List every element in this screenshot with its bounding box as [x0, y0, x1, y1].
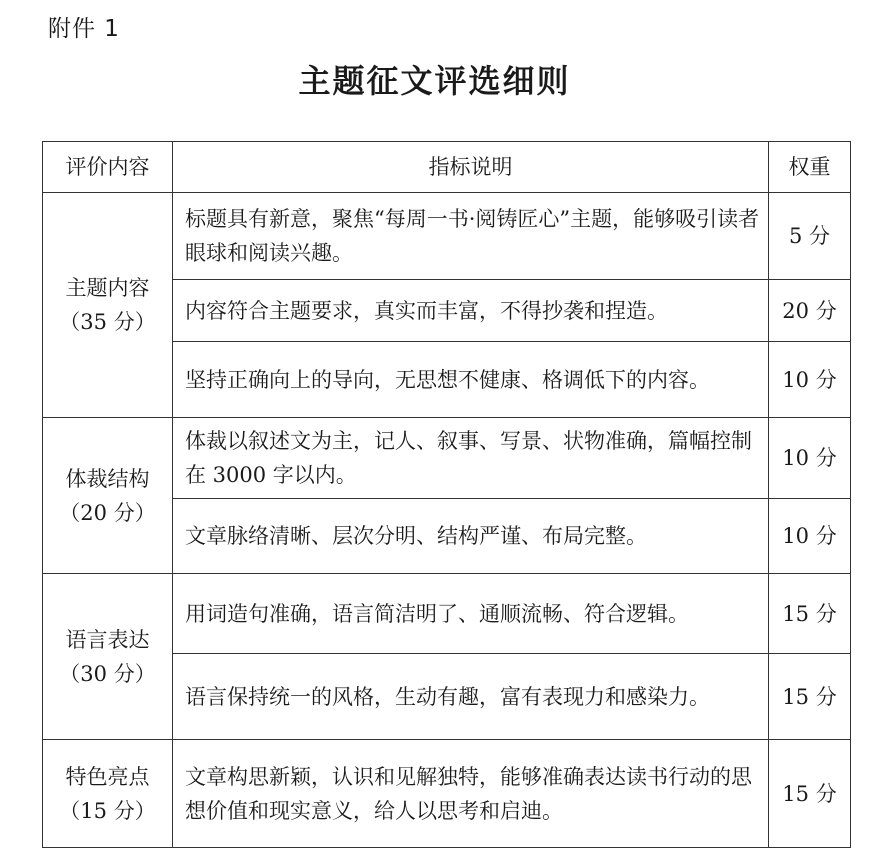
- criterion-weight: 10 分: [769, 418, 851, 499]
- criterion-weight: 5 分: [769, 193, 851, 280]
- criterion-weight: 10 分: [769, 499, 851, 574]
- category-score: （35 分）: [59, 310, 156, 334]
- category-name: 主题内容: [65, 276, 150, 300]
- category-cell: [43, 193, 173, 418]
- category-score: （30 分）: [59, 661, 156, 686]
- category-cell: [43, 574, 173, 740]
- table-row: [43, 574, 851, 654]
- document-title: 主题征文评选细则: [298, 62, 571, 100]
- category-name: 特色亮点: [65, 764, 150, 789]
- header-row: [43, 142, 851, 193]
- criterion-description: 用词造句准确，语言简洁明了、通顺流畅、符合逻辑。: [173, 574, 769, 654]
- criterion-weight: 10 分: [769, 342, 851, 418]
- table-row: [43, 740, 851, 848]
- table-row: [43, 193, 851, 280]
- criterion-description: 体裁以叙述文为主，记人、叙事、写景、状物准确，篇幅控制在 3000 字以内。: [173, 418, 769, 499]
- criterion-description: 文章脉络清晰、层次分明、结构严谨、布局完整。: [173, 499, 769, 574]
- attachment-label: 附件 1: [48, 16, 120, 42]
- category-score: （15 分）: [59, 798, 156, 823]
- category-name: 语言表达: [65, 627, 150, 652]
- criterion-description: 文章构思新颖，认识和见解独特，能够准确表达读书行动的思想价值和现实意义，给人以思考和启迪。: [173, 740, 769, 848]
- header-description: 指标说明: [173, 142, 769, 193]
- header-criteria: 评价内容: [43, 142, 173, 193]
- table-row: [43, 418, 851, 499]
- criterion-description: 语言保持统一的风格，生动有趣，富有表现力和感染力。: [173, 654, 769, 740]
- criterion-description: 标题具有新意，聚焦“每周一书·阅铸匠心”主题，能够吸引读者眼球和阅读兴趣。: [173, 193, 769, 280]
- criterion-weight: 15 分: [769, 740, 851, 848]
- criterion-weight: 15 分: [769, 574, 851, 654]
- category-cell: [43, 418, 173, 574]
- category-score: （20 分）: [59, 500, 156, 525]
- criterion-weight: 15 分: [769, 654, 851, 740]
- category-cell: [43, 740, 173, 848]
- rules-table: [42, 141, 851, 848]
- criterion-description: 内容符合主题要求，真实而丰富，不得抄袭和捏造。: [173, 280, 769, 342]
- criterion-weight: 20 分: [769, 280, 851, 342]
- criterion-description: 坚持正确向上的导向，无思想不健康、格调低下的内容。: [173, 342, 769, 418]
- header-weight: 权重: [769, 142, 851, 193]
- category-name: 体裁结构: [65, 466, 150, 491]
